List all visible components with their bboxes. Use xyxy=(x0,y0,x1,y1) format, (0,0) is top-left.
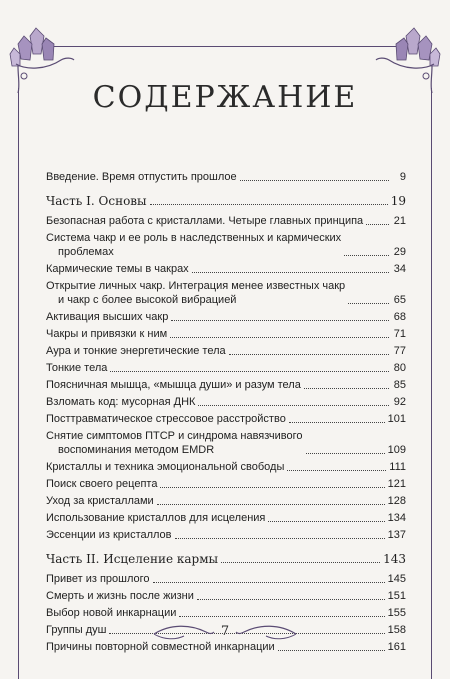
toc-entry: Тонкие тела 80 xyxy=(46,362,406,374)
table-of-contents xyxy=(46,170,406,657)
frame-top-rule xyxy=(38,46,412,47)
toc-entry: Кристаллы и техника эмоциональной свободы 111 xyxy=(46,461,406,473)
toc-entry: Кармические темы в чакрах 34 xyxy=(46,263,406,275)
toc-entry: Система чакр и ее роль в наследственных и кармических проблемах 29 xyxy=(46,232,406,258)
toc-entry: Эссенции из кристаллов 137 xyxy=(46,529,406,541)
toc-entry: Введение. Время отпустить прошлое 9 xyxy=(46,171,406,183)
toc-entry: Использование кристаллов для исцеления 134 xyxy=(46,512,406,524)
toc-part-heading: Часть II. Исцеление кармы 143 xyxy=(46,552,406,566)
toc-entry: Выбор новой инкарнации 155 xyxy=(46,607,406,619)
toc-entry: Активация высших чакр 68 xyxy=(46,311,406,323)
toc-part-heading: Часть I. Основы 19 xyxy=(46,194,406,208)
toc-entry: Смерть и жизнь после жизни 151 xyxy=(46,590,406,602)
toc-entry: Снятие симптомов ПТСР и синдрома навязчивого воспоминания методом EMDR 109 xyxy=(46,430,406,456)
toc-entry: Поясничная мышца, «мышца души» и разум тела 85 xyxy=(46,379,406,391)
page-title: СОДЕРЖАНИЕ xyxy=(92,80,358,115)
toc-entry: Группы душ 158 xyxy=(46,624,406,636)
toc-entry: Поиск своего рецепта 121 xyxy=(46,478,406,490)
frame-right-rule xyxy=(431,88,432,679)
toc-entry: Взломать код: мусорная ДНК 92 xyxy=(46,396,406,408)
toc-entry: Аура и тонкие энергетические тела 77 xyxy=(46,345,406,357)
toc-entry: Посттравматическое стрессовое расстройство 101 xyxy=(46,413,406,425)
toc-entry: Безопасная работа с кристаллами. Четыре главных принципа 21 xyxy=(46,215,406,227)
page-number: 7 xyxy=(220,624,230,639)
toc-entry: Уход за кристаллами 128 xyxy=(46,495,406,507)
toc-entry: Привет из прошлого 145 xyxy=(46,573,406,585)
frame-left-rule xyxy=(18,88,19,679)
toc-entry: Открытие личных чакр. Интеграция менее известных чакр и чакр с более высокой вибрацией 65 xyxy=(46,280,406,306)
toc-entry: Чакры и привязки к ним 71 xyxy=(46,328,406,340)
toc-entry: Причины повторной совместной инкарнации 161 xyxy=(46,641,406,653)
